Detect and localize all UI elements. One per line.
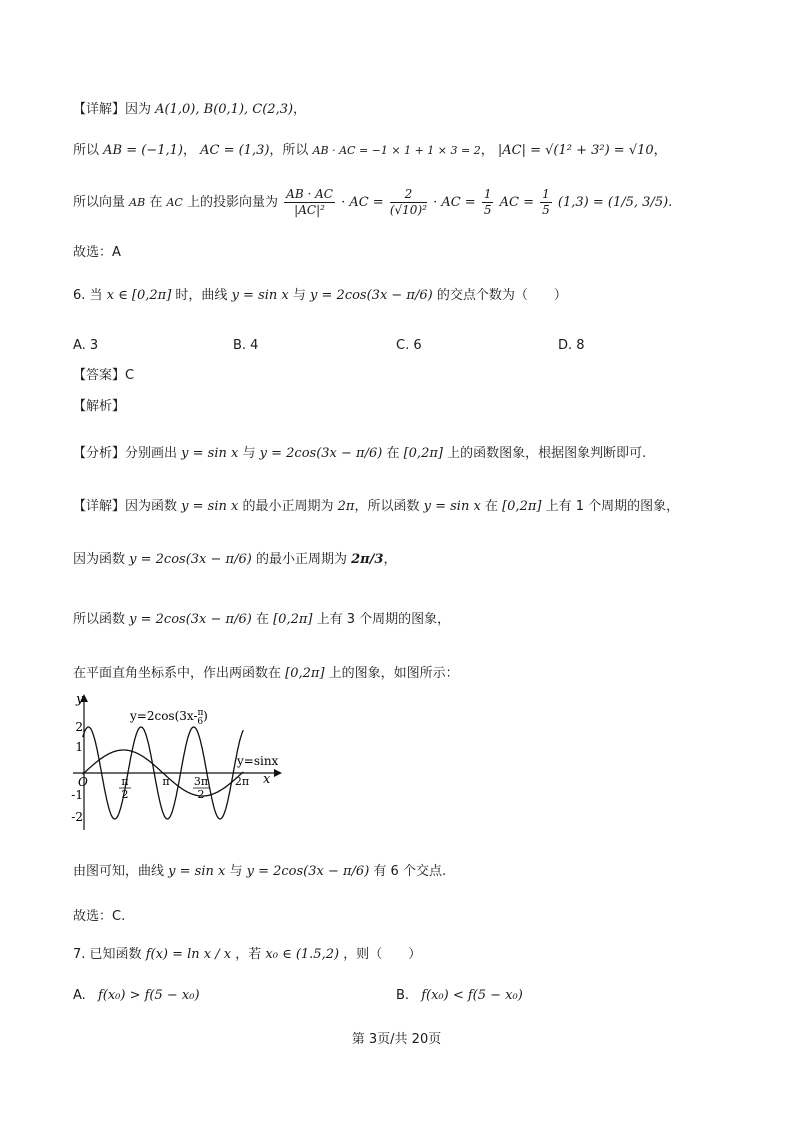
text: 与 [292,288,306,303]
text: 所以 [73,143,100,158]
math: x ∈ [0,2π] [106,288,172,303]
math: AC = [499,195,534,210]
question-6 [73,286,567,306]
detail-line-3 [73,184,672,222]
math: y = 2cos(3x − π/6) [310,288,433,303]
denominator: |AC|² [294,203,325,217]
text: 因为函数 [73,552,126,567]
xtick-pi-half: π [121,775,129,788]
math: 2π/3 [351,552,384,567]
text: 7. 已知函数 [73,947,142,962]
option-d: D. 8 [558,338,585,353]
text: 上的图象，如图所示： [328,666,459,681]
text: ，所以 [269,143,309,158]
vector-ac: AC [166,196,183,209]
numerator: 2 [390,187,427,203]
magnitude-math: |AC| = √(1² + 3²) = √10 [497,143,654,158]
analysis-tag: 【解析】 [73,399,126,414]
math: y = 2cos(3x − π/6) [129,612,252,627]
y-axis-label: y [76,692,84,707]
x-axis-label: x [263,772,271,787]
denominator: 5 [483,203,492,217]
denominator: 5 [542,203,550,217]
math: (1/5, 3/5). [607,195,673,210]
math: [0,2π] [273,612,313,627]
detail-line-1 [73,100,306,120]
math: y = sin x [423,499,481,514]
function-graph [70,690,285,835]
origin-label: O [78,775,88,789]
detail2-line-2: 因为函数 y = 2cos(3x − π/6) 的最小正周期为 2π/3， [73,552,397,567]
text: 与 [229,864,243,879]
text: 上的函数图象，根据图象判断即可. [447,446,647,461]
ytick-1: 1 [75,740,83,754]
curve-sin-label: y=sinx [237,754,279,768]
math: [0,2π] [502,499,542,514]
math: y = 2cos(3x − π/6) [246,864,370,879]
math: [0,2π] [403,446,443,461]
vector-ac-math: AC = (1,3) [200,143,270,158]
q7-option-b [396,986,523,1006]
text: 上有 3 个周期的图象， [316,612,451,627]
curve-cos-label: y=2cos(3x-$^\pi$ 6) [130,708,208,727]
q7-option-a [73,986,200,1006]
math: y = 2cos(3x − π/6) [259,446,383,461]
text: 在 [255,612,269,627]
answer-value: C [125,368,135,383]
option-c: C. 6 [396,338,422,353]
answer-tag: 【答案】 [73,368,126,383]
vector-ab: AB [129,196,146,209]
points-math: A(1,0), B(0,1), C(2,3) [155,102,294,117]
option-a: A. 3 [73,338,99,353]
text: 在 [484,499,498,514]
math: y = sin x [181,499,239,514]
text: A. [73,988,86,1003]
text: 上的投影向量为 [187,195,279,210]
ytick-neg1: -1 [71,788,83,802]
text: 在 [149,195,163,210]
option-b: B. 4 [233,338,259,353]
x-axis-arrow [274,769,282,777]
text: B. [396,988,410,1003]
conclusion-line [73,862,446,882]
text: 因为函数 [125,499,178,514]
text: 【分析】 [73,446,126,461]
text: 的最小正周期为 [242,499,334,514]
choice-c-line: 故选：C. [73,909,126,924]
choice-a-line: 故选：A [73,245,121,260]
text: 上有 1 个周期的图象， [545,499,680,514]
ytick-neg2: -2 [71,810,83,824]
text: ，所以函数 [354,499,420,514]
math: (1,3) = [557,195,604,210]
text: 因为 [125,102,152,117]
math: x₀ ∈ (1.5,2) [265,947,340,962]
xtick-pi-half-den: 2 [121,788,129,801]
math: f(x₀) > f(5 − x₀) [97,988,200,1003]
detail-line-2: 所以 AB = (−1,1)， AC = (1,3)，所以 AB · AC = −1 × 1 + 1 × 3 = 2， |AC| = √(1² + 3²) = √10， [73,143,667,158]
text: 由图可知，曲线 [73,864,165,879]
text: 在 [386,446,400,461]
text: ，则（ ） [343,947,422,962]
text: 【详解】 [73,499,126,514]
xtick-pi: π [162,775,170,788]
text: 所以函数 [73,612,126,627]
math: y = sin x [168,864,226,879]
math: 2π [337,499,355,514]
math: f(x) = ln x / x [145,947,232,962]
answer-line [73,366,134,386]
analysis-line [73,444,646,464]
math: y = 2cos(3x − π/6) [129,552,252,567]
math: · AC = [341,195,384,210]
text: 所以向量 [73,195,126,210]
text: 与 [242,446,256,461]
xtick-3pi-half: 3π [193,775,209,788]
detail2-line-4 [73,664,459,684]
detail2-line-1 [73,497,679,517]
text: 6. 当 [73,288,103,303]
xtick-3pi-half-den: 2 [197,788,205,801]
math: · AC = [433,195,476,210]
detail-tag: 【详解】 [73,102,126,117]
math: [0,2π] [285,666,325,681]
fraction-2 [390,187,427,218]
fraction-1 [284,187,335,218]
numerator: AB · AC [286,187,333,201]
text: 的交点个数为（ ） [436,288,567,303]
text: 时，曲线 [175,288,228,303]
fraction-4 [540,187,552,218]
text: 在平面直角坐标系中，作出两函数在 [73,666,282,681]
math: y = sin x [231,288,289,303]
xtick-2pi: 2π [234,775,250,788]
vector-ab-math: AB = (−1,1) [103,143,183,158]
math: y = sin x [181,446,239,461]
numerator: 1 [542,187,550,201]
page-footer: 第 3页/共 20页 [351,1032,442,1047]
question-7 [73,945,421,965]
text: 分别画出 [125,446,178,461]
text: ，若 [235,947,262,962]
numerator: 1 [483,187,492,201]
ytick-2: 2 [75,720,83,734]
text: ， [293,102,307,117]
math: f(x₀) < f(5 − x₀) [421,988,523,1003]
denominator: (√10)² [389,203,427,217]
detail2-line-3 [73,610,450,630]
dot-product-math: AB · AC = −1 × 1 + 1 × 3 = 2 [312,144,481,157]
fraction-3 [482,187,494,218]
text: 的最小正周期为 [255,552,347,567]
text: 有 6 个交点. [373,864,447,879]
